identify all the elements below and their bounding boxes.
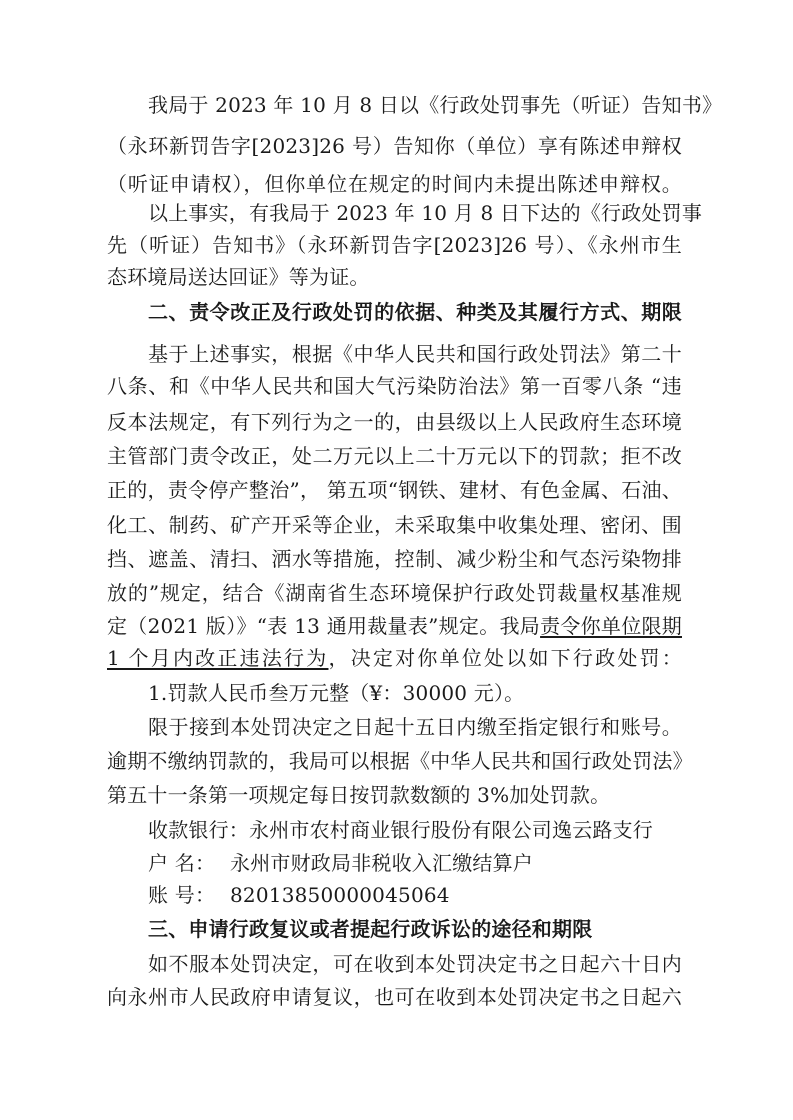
order-deadline-underlined: 1 个月内改正违法行为: [107, 646, 329, 670]
paragraph-basis-line-7: 挡、遮盖、清扫、洒水等措施，控制、减少粉尘和气态污染物排: [107, 547, 682, 571]
bank-row: [148, 818, 682, 842]
account-label: 账 号：: [148, 883, 216, 907]
paragraph-basis-line-2: 八条、和《中华人民共和国大气污染防治法》第一百零八条 “违: [107, 374, 682, 398]
paragraph-basis-line-5: 正的，责令停产整治”， 第五项“钢铁、建材、有色金属、石油、: [107, 478, 682, 502]
holder-label: 户 名：: [148, 851, 216, 875]
paragraph-basis-line-3: 反本法规定，有下列行为之一的，由县级以上人民政府生态环境: [107, 410, 682, 434]
section-heading-2: 二、责令改正及行政处罚的依据、种类及其履行方式、期限: [148, 300, 682, 324]
paragraph-payment-line-3: 第五十一条第一项规定每日按罚款数额的 3%加处罚款。: [107, 783, 611, 807]
decision-text: ，决定对你单位处以如下行政处罚：: [328, 646, 682, 670]
order-text-underlined: 责令你单位限期: [540, 614, 682, 638]
paragraph-basis-line-4: 主管部门责令改正，处二万元以上二十万元以下的罚款；拒不改: [107, 444, 682, 468]
paragraph-evidence-line-2: 先（听证）告知书》（永环新罚告字[2023]26 号）、《永州市生: [107, 233, 682, 257]
bank-label: 收款银行：: [148, 818, 249, 842]
paragraph-appeal-line-1: 如不服本处罚决定，可在收到本处罚决定书之日起六十日内: [148, 952, 682, 976]
paragraph-appeal-line-2: 向永州市人民政府申请复议，也可在收到本处罚决定书之日起六: [107, 985, 682, 1009]
paragraph-evidence-line-3: 态环境局送达回证》等为证。: [107, 265, 370, 289]
account-row: [148, 883, 682, 907]
account-value: 82013850000045064: [230, 883, 450, 907]
paragraph-basis-line-8: 放的”规定，结合《湖南省生态环境保护行政处罚裁量权基准规: [107, 581, 682, 605]
paragraph-basis-line-1: 基于上述事实，根据《中华人民共和国行政处罚法》第二十: [148, 342, 682, 366]
holder-row: [148, 851, 682, 875]
fine-item: 1.罚款人民币叁万元整（¥：30000 元）。: [148, 681, 525, 705]
paragraph-payment-line-1: 限于接到本处罚决定之日起十五日内缴至指定银行和账号。: [148, 715, 682, 739]
bank-value: 永州市农村商业银行股份有限公司逸云路支行: [249, 818, 653, 842]
paragraph-basis-line-9: [107, 614, 682, 638]
holder-value: 永州市财政局非税收入汇缴结算户: [230, 851, 533, 875]
section-heading-3: 三、申请行政复议或者提起行政诉讼的途径和期限: [148, 917, 593, 941]
basis-text: 定（2021 版）》“表 13 通用裁量表”规定。我局: [107, 614, 541, 638]
paragraph-basis-line-10: [107, 646, 682, 670]
paragraph-notice-line-3: （听证申请权），但你单位在规定的时间内未提出陈述申辩权。: [107, 172, 682, 196]
paragraph-evidence-line-1: 以上事实，有我局于 2023 年 10 月 8 日下达的《行政处罚事: [148, 201, 703, 225]
paragraph-payment-line-2: 逾期不缴纳罚款的，我局可以根据《中华人民共和国行政处罚法》: [107, 749, 693, 773]
paragraph-basis-line-6: 化工、制药、矿产开采等企业，未采取集中收集处理、密闭、围: [107, 513, 682, 537]
paragraph-notice-line-2: （永环新罚告字[2023]26 号）告知你（单位）享有陈述申辩权: [107, 134, 682, 158]
paragraph-notice-line-1: 我局于 2023 年 10 月 8 日以《行政处罚事先（听证）告知书》: [148, 93, 723, 117]
